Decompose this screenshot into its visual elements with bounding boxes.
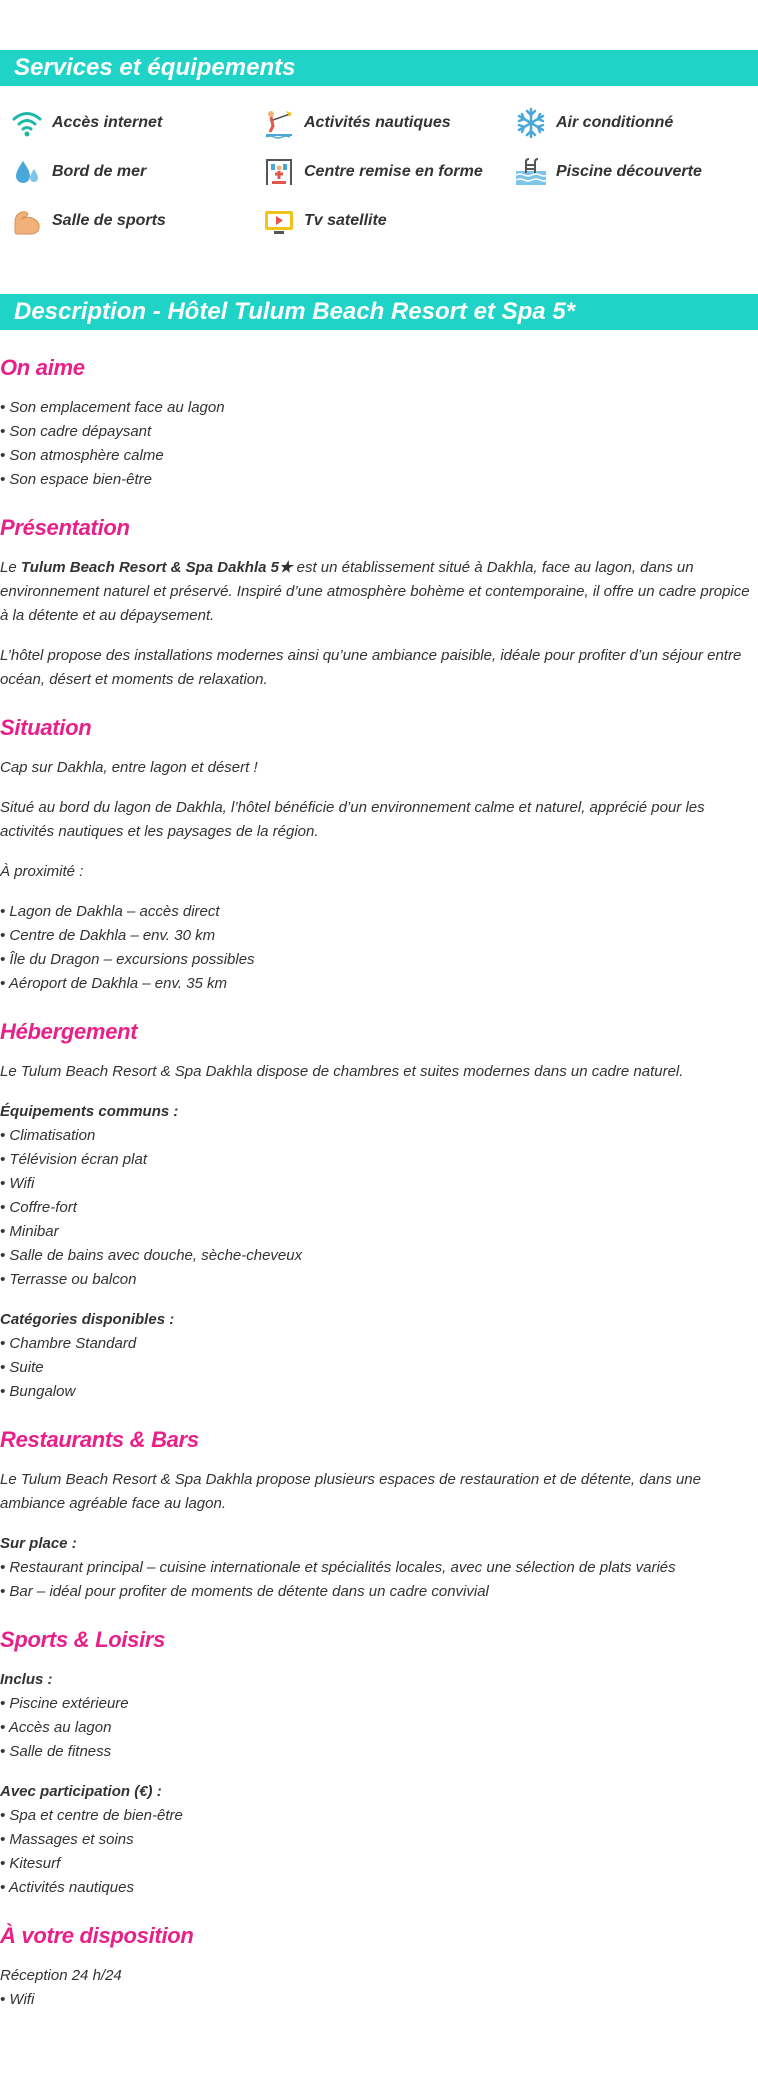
service-item-air-conditioning bbox=[514, 106, 673, 140]
service-label: Air conditionné bbox=[556, 114, 674, 131]
section-restaurants bbox=[0, 1426, 750, 1604]
list-item: • Salle de bains avec douche, sèche-cheveux bbox=[0, 1244, 750, 1268]
service-label: Piscine découverte bbox=[556, 163, 702, 180]
list-item: • Restaurant principal – cuisine internationale et spécialités locales, avec une sélection de plats variés bbox=[0, 1556, 750, 1580]
disposition-list bbox=[0, 1988, 750, 2012]
text-rest: est un établissement situé à Dakhla, face au lagon, dans un environnement naturel et préservé. Inspiré d’une atmosphère bohème et contemporaine, il offre un cadre propice à la détente et au dépaysement. bbox=[0, 559, 750, 624]
section-title: Situation bbox=[0, 715, 92, 740]
text-prefix: Le bbox=[0, 559, 21, 576]
list-item: • Chambre Standard bbox=[0, 1332, 750, 1356]
list-item: • Lagon de Dakhla – accès direct bbox=[0, 900, 750, 924]
wifi-icon bbox=[10, 106, 44, 140]
section-title: On aime bbox=[0, 355, 85, 380]
list-item: • Son atmosphère calme bbox=[0, 444, 750, 468]
service-label: Centre remise en forme bbox=[304, 163, 483, 180]
section-title: Présentation bbox=[0, 515, 130, 540]
service-item-outdoor-pool bbox=[514, 155, 702, 189]
service-label: Activités nautiques bbox=[304, 114, 451, 131]
restaurants-list bbox=[0, 1556, 750, 1604]
list-item: • Massages et soins bbox=[0, 1828, 750, 1852]
paid-activities-list bbox=[0, 1804, 750, 1900]
section-situation bbox=[0, 714, 750, 996]
situation-paragraph: Situé au bord du lagon de Dakhla, l’hôtel bénéficie d’un environnement calme et naturel, apprécié pour les activités nautiques et les paysages de la région. bbox=[0, 799, 705, 840]
list-item: • Kitesurf bbox=[0, 1852, 750, 1876]
subheading: Catégories disponibles : bbox=[0, 1311, 175, 1328]
reception-text: Réception 24 h/24 bbox=[0, 1967, 122, 1984]
service-item-satellite-tv bbox=[262, 204, 387, 238]
list-item: • Bar – idéal pour profiter de moments de détente dans un cadre convivial bbox=[0, 1580, 750, 1604]
list-item: • Minibar bbox=[0, 1220, 750, 1244]
service-item-water-sports bbox=[262, 106, 451, 140]
service-item-seaside bbox=[10, 155, 146, 189]
list-item: • Accès au lagon bbox=[0, 1716, 750, 1740]
services-grid bbox=[0, 106, 758, 266]
list-item: • Terrasse ou balcon bbox=[0, 1268, 750, 1292]
list-item: • Son cadre dépaysant bbox=[0, 420, 750, 444]
list-item: • Climatisation bbox=[0, 1124, 750, 1148]
section-title: Restaurants & Bars bbox=[0, 1427, 199, 1452]
section-title: Hébergement bbox=[0, 1019, 138, 1044]
list-item: • Activités nautiques bbox=[0, 1876, 750, 1900]
presentation-paragraph bbox=[0, 556, 750, 628]
hotel-name: Tulum Beach Resort & Spa Dakhla 5★ bbox=[20, 559, 293, 576]
list-item: • Wifi bbox=[0, 1988, 750, 2012]
section-sports bbox=[0, 1626, 750, 1900]
hebergement-paragraph: Le Tulum Beach Resort & Spa Dakhla dispose de chambres et suites modernes dans un cadre naturel. bbox=[0, 1063, 684, 1080]
snowflake-icon bbox=[514, 106, 548, 140]
list-item: • Télévision écran plat bbox=[0, 1148, 750, 1172]
highlights-list bbox=[0, 396, 750, 492]
muscle-arm-icon bbox=[10, 204, 44, 238]
list-item: • Wifi bbox=[0, 1172, 750, 1196]
list-item: • Île du Dragon – excursions possibles bbox=[0, 948, 750, 972]
list-item: • Piscine extérieure bbox=[0, 1692, 750, 1716]
list-item: • Centre de Dakhla – env. 30 km bbox=[0, 924, 750, 948]
service-item-internet bbox=[10, 106, 162, 140]
water-drop-icon bbox=[10, 155, 44, 189]
description-banner-title: Description - Hôtel Tulum Beach Resort et Spa 5* bbox=[0, 294, 758, 330]
list-item: • Spa et centre de bien-être bbox=[0, 1804, 750, 1828]
section-on-aime bbox=[0, 354, 750, 492]
included-list bbox=[0, 1692, 750, 1764]
list-item: • Son emplacement face au lagon bbox=[0, 396, 750, 420]
list-item: • Coffre-fort bbox=[0, 1196, 750, 1220]
service-item-sports-hall bbox=[10, 204, 166, 238]
list-item: • Suite bbox=[0, 1356, 750, 1380]
subheading: Avec participation (€) : bbox=[0, 1783, 162, 1800]
tv-icon bbox=[262, 204, 296, 238]
subheading: Sur place : bbox=[0, 1535, 77, 1552]
section-hebergement bbox=[0, 1018, 750, 1404]
service-label: Accès internet bbox=[52, 114, 163, 131]
list-item: • Aéroport de Dakhla – env. 35 km bbox=[0, 972, 750, 996]
service-item-fitness-center bbox=[262, 155, 483, 189]
presentation-paragraph: L’hôtel propose des installations modernes ainsi qu’une ambiance paisible, idéale pour profiter d’un séjour entre océan, désert et moments de relaxation. bbox=[0, 647, 742, 688]
nearby-list bbox=[0, 900, 750, 996]
section-title: À votre disposition bbox=[0, 1923, 194, 1948]
situation-paragraph: À proximité : bbox=[0, 863, 84, 880]
service-label: Salle de sports bbox=[52, 212, 166, 229]
services-banner-title: Services et équipements bbox=[0, 50, 758, 86]
subheading: Inclus : bbox=[0, 1671, 53, 1688]
situation-paragraph: Cap sur Dakhla, entre lagon et désert ! bbox=[0, 759, 258, 776]
list-item: • Son espace bien-être bbox=[0, 468, 750, 492]
description-content bbox=[0, 354, 750, 2034]
room-categories-list bbox=[0, 1332, 750, 1404]
list-item: • Salle de fitness bbox=[0, 1740, 750, 1764]
water-sports-icon bbox=[262, 106, 296, 140]
service-label: Tv satellite bbox=[304, 212, 387, 229]
section-disposition bbox=[0, 1922, 750, 2012]
equipment-list bbox=[0, 1124, 750, 1292]
list-item: • Bungalow bbox=[0, 1380, 750, 1404]
section-title: Sports & Loisirs bbox=[0, 1627, 166, 1652]
subheading: Équipements communs : bbox=[0, 1103, 179, 1120]
restaurants-paragraph: Le Tulum Beach Resort & Spa Dakhla propose plusieurs espaces de restauration et de détente, dans une ambiance agréable face au lagon. bbox=[0, 1471, 701, 1512]
swimming-pool-icon bbox=[514, 155, 548, 189]
fitness-center-icon bbox=[262, 155, 296, 189]
section-presentation bbox=[0, 514, 750, 692]
service-label: Bord de mer bbox=[52, 163, 147, 180]
